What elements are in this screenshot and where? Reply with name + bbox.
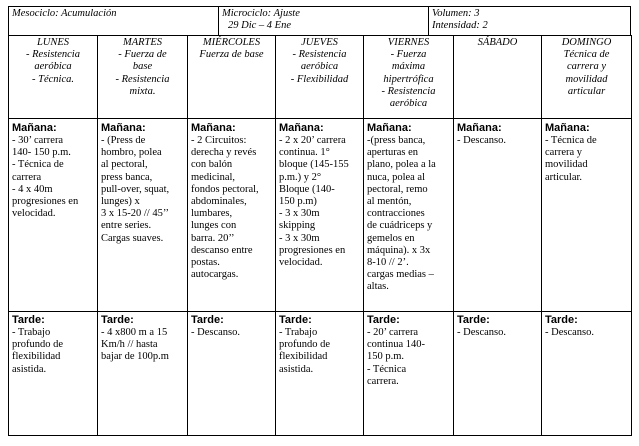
session-title: Mañana: xyxy=(545,122,590,134)
mesociclo-cell xyxy=(9,7,219,35)
session-line: - Descanso. xyxy=(457,135,506,146)
evening-cell xyxy=(98,312,188,436)
session-title: Mañana: xyxy=(367,122,412,134)
day-name: MARTES xyxy=(122,37,163,48)
session-line: - 2 Circuitos: xyxy=(191,135,247,146)
day-goal-line: aeróbica xyxy=(389,98,428,110)
session-title: Tarde: xyxy=(279,314,312,326)
morning-cell xyxy=(364,119,454,312)
session-line: velocidad. xyxy=(279,257,323,269)
day-header-cell xyxy=(276,36,364,119)
session-line: 140- 150 p.m. xyxy=(12,147,71,159)
day-goal-line: articular xyxy=(567,85,606,97)
session-line: pectoral, remo xyxy=(367,183,428,195)
session-title: Mañana: xyxy=(191,122,236,134)
session-line: - Trabajo xyxy=(12,327,51,338)
session-line: bloque (145-155 xyxy=(279,159,349,171)
day-goal-line: mixta. xyxy=(129,85,156,97)
session-line: carrera. xyxy=(367,375,399,387)
day-goal-line: - Técnica. xyxy=(32,73,74,85)
session-line: - 4 x 40m xyxy=(12,183,53,195)
session-title: Mañana: xyxy=(457,122,502,134)
session-title: Mañana: xyxy=(101,122,146,134)
session-line: - 30’ carrera xyxy=(12,135,64,146)
session-line: Cargas suaves. xyxy=(101,232,164,244)
day-goal-line: - Resistencia xyxy=(115,73,170,85)
day-header-cell xyxy=(188,36,276,119)
evening-row xyxy=(9,312,632,436)
day-name: VIERNES xyxy=(387,37,430,48)
session-line: - Técnica de xyxy=(12,159,64,171)
session-line: profundo de xyxy=(12,339,64,351)
day-goal-line: - Resistencia xyxy=(292,49,347,61)
session-line: carrera xyxy=(12,171,42,183)
session-title: Tarde: xyxy=(191,314,224,326)
morning-cell xyxy=(9,119,98,312)
session-line: 3 x 15-20 // 45’’ xyxy=(101,208,170,220)
day-goal-line: aeróbica xyxy=(300,61,339,73)
session-line: altas. xyxy=(367,281,389,293)
session-line: continua. 1° xyxy=(279,147,330,159)
date-range: 29 Dic – 4 Ene xyxy=(228,20,291,31)
evening-cell xyxy=(364,312,454,436)
session-line: de cuádriceps y xyxy=(367,220,433,232)
evening-cell xyxy=(542,312,632,436)
plan-header xyxy=(8,6,631,35)
session-line: continua 140- xyxy=(367,339,426,351)
session-line: - Descanso. xyxy=(191,327,240,338)
evening-cell xyxy=(276,312,364,436)
session-line: bajar de 100p.m xyxy=(101,351,169,363)
session-line: lunges) x xyxy=(101,196,140,208)
session-line: - 2 x 20’ carrera xyxy=(279,135,346,146)
session-line: descanso entre xyxy=(191,244,253,256)
intensidad-label: Intensidad: 2 xyxy=(432,20,488,31)
microciclo-cell xyxy=(219,7,429,35)
session-line: profundo de xyxy=(279,339,331,351)
session-line: pull-over, squat, xyxy=(101,183,170,195)
day-goal-line: movilidad xyxy=(565,73,608,85)
day-goal-line: máxima xyxy=(391,61,426,73)
day-header-cell xyxy=(542,36,632,119)
day-goal-line: - Resistencia xyxy=(381,85,436,97)
session-line: - Técnica de xyxy=(545,135,597,146)
session-line: progresiones en xyxy=(279,244,346,256)
session-title: Mañana: xyxy=(279,122,324,134)
session-title: Tarde: xyxy=(367,314,400,326)
session-line: 150 p.m) xyxy=(279,196,317,208)
morning-cell xyxy=(98,119,188,312)
session-line: nuca, polea al xyxy=(367,171,426,183)
session-line: cargas medias – xyxy=(367,269,434,281)
session-line: skipping xyxy=(279,220,316,232)
session-line: al pectoral, xyxy=(101,159,148,171)
day-name: JUEVES xyxy=(301,37,338,48)
mesociclo-label: Mesociclo: Acumulación xyxy=(12,8,117,19)
morning-cell xyxy=(188,119,276,312)
session-line: autocargas. xyxy=(191,269,239,281)
day-goal-line: hipertrófica xyxy=(383,73,434,85)
session-line: lunges con xyxy=(191,220,237,232)
session-line: - (Press de xyxy=(101,135,146,146)
session-line: press banca, xyxy=(101,171,153,183)
day-goal-line: - Flexibilidad xyxy=(290,73,349,85)
session-line: - Técnica xyxy=(367,363,407,375)
session-line: barra. 20’’ xyxy=(191,232,235,244)
training-plan xyxy=(8,6,631,436)
session-line: asistida. xyxy=(279,363,314,375)
session-line: máquina). x 3x xyxy=(367,244,431,256)
session-line: gemelos en xyxy=(367,232,415,244)
evening-cell xyxy=(454,312,542,436)
day-name: MIÉRCOLES xyxy=(202,37,261,48)
session-line: -(press banca, xyxy=(367,135,426,146)
day-header-cell xyxy=(9,36,98,119)
day-name: SÁBADO xyxy=(477,37,518,48)
session-line: - Descanso. xyxy=(457,327,506,338)
day-goal-line: Fuerza de base xyxy=(199,49,264,61)
session-line: contracciones xyxy=(367,208,425,220)
schedule-table xyxy=(8,35,632,436)
session-line: - Descanso. xyxy=(545,327,594,338)
session-line: fondos pectoral, xyxy=(191,183,259,195)
session-line: movilidad xyxy=(545,159,588,171)
session-line: velocidad. xyxy=(12,208,56,220)
session-line: lumbares, xyxy=(191,208,233,220)
session-line: - 20’ carrera xyxy=(367,327,419,338)
session-line: abdominales, xyxy=(191,196,247,208)
day-goal-line: Técnica de xyxy=(563,49,610,61)
day-header-cell xyxy=(454,36,542,119)
session-line: con balón xyxy=(191,159,233,171)
session-line: derecha y revés xyxy=(191,147,257,159)
evening-cell xyxy=(9,312,98,436)
session-title: Mañana: xyxy=(12,122,57,134)
session-line: 8-10 // 2’. xyxy=(367,257,409,269)
session-line: Bloque (140- xyxy=(279,183,335,195)
evening-cell xyxy=(188,312,276,436)
session-line: - 3 x 30m xyxy=(279,232,320,244)
morning-cell xyxy=(276,119,364,312)
session-line: postas. xyxy=(191,257,220,269)
volumen-label: Volumen: 3 xyxy=(432,8,480,19)
day-goal-line: - Fuerza xyxy=(390,49,427,61)
session-line: 150 p.m. xyxy=(367,351,405,363)
day-goal-line: aeróbica xyxy=(34,61,72,73)
session-line: articular. xyxy=(545,171,583,183)
day-goal-line: base xyxy=(132,61,153,73)
day-name: DOMINGO xyxy=(561,37,612,48)
session-line: - 4 x800 m a 15 xyxy=(101,327,168,338)
session-line: flexibilidad xyxy=(12,351,61,363)
day-goal-line: - Fuerza de xyxy=(118,49,167,61)
session-title: Tarde: xyxy=(12,314,45,326)
load-cell xyxy=(429,7,630,35)
session-line: entre series. xyxy=(101,220,152,232)
session-title: Tarde: xyxy=(545,314,578,326)
day-header-cell xyxy=(364,36,454,119)
day-goal-line: - Resistencia xyxy=(26,49,80,61)
day-header-row xyxy=(9,36,632,119)
morning-row xyxy=(9,119,632,312)
microciclo-label: Microciclo: Ajuste xyxy=(222,8,300,19)
session-line: p.m.) y 2° xyxy=(279,171,322,183)
day-name: LUNES xyxy=(36,37,70,48)
session-line: aperturas en xyxy=(367,147,419,159)
session-line: Km/h // hasta xyxy=(101,339,158,351)
session-line: asistida. xyxy=(12,363,47,375)
session-line: al mentón, xyxy=(367,196,412,208)
morning-cell xyxy=(542,119,632,312)
day-header-cell xyxy=(98,36,188,119)
session-line: progresiones en xyxy=(12,196,79,208)
session-line: carrera y xyxy=(545,147,583,159)
session-line: plano, polea a la xyxy=(367,159,436,171)
session-line: - 3 x 30m xyxy=(279,208,320,220)
session-line: medicinal, xyxy=(191,171,236,183)
session-title: Tarde: xyxy=(457,314,490,326)
session-line: flexibilidad xyxy=(279,351,328,363)
day-goal-line: carrera y xyxy=(567,61,606,73)
session-line: hombro, polea xyxy=(101,147,162,159)
morning-cell xyxy=(454,119,542,312)
session-line: - Trabajo xyxy=(279,327,318,338)
session-title: Tarde: xyxy=(101,314,134,326)
